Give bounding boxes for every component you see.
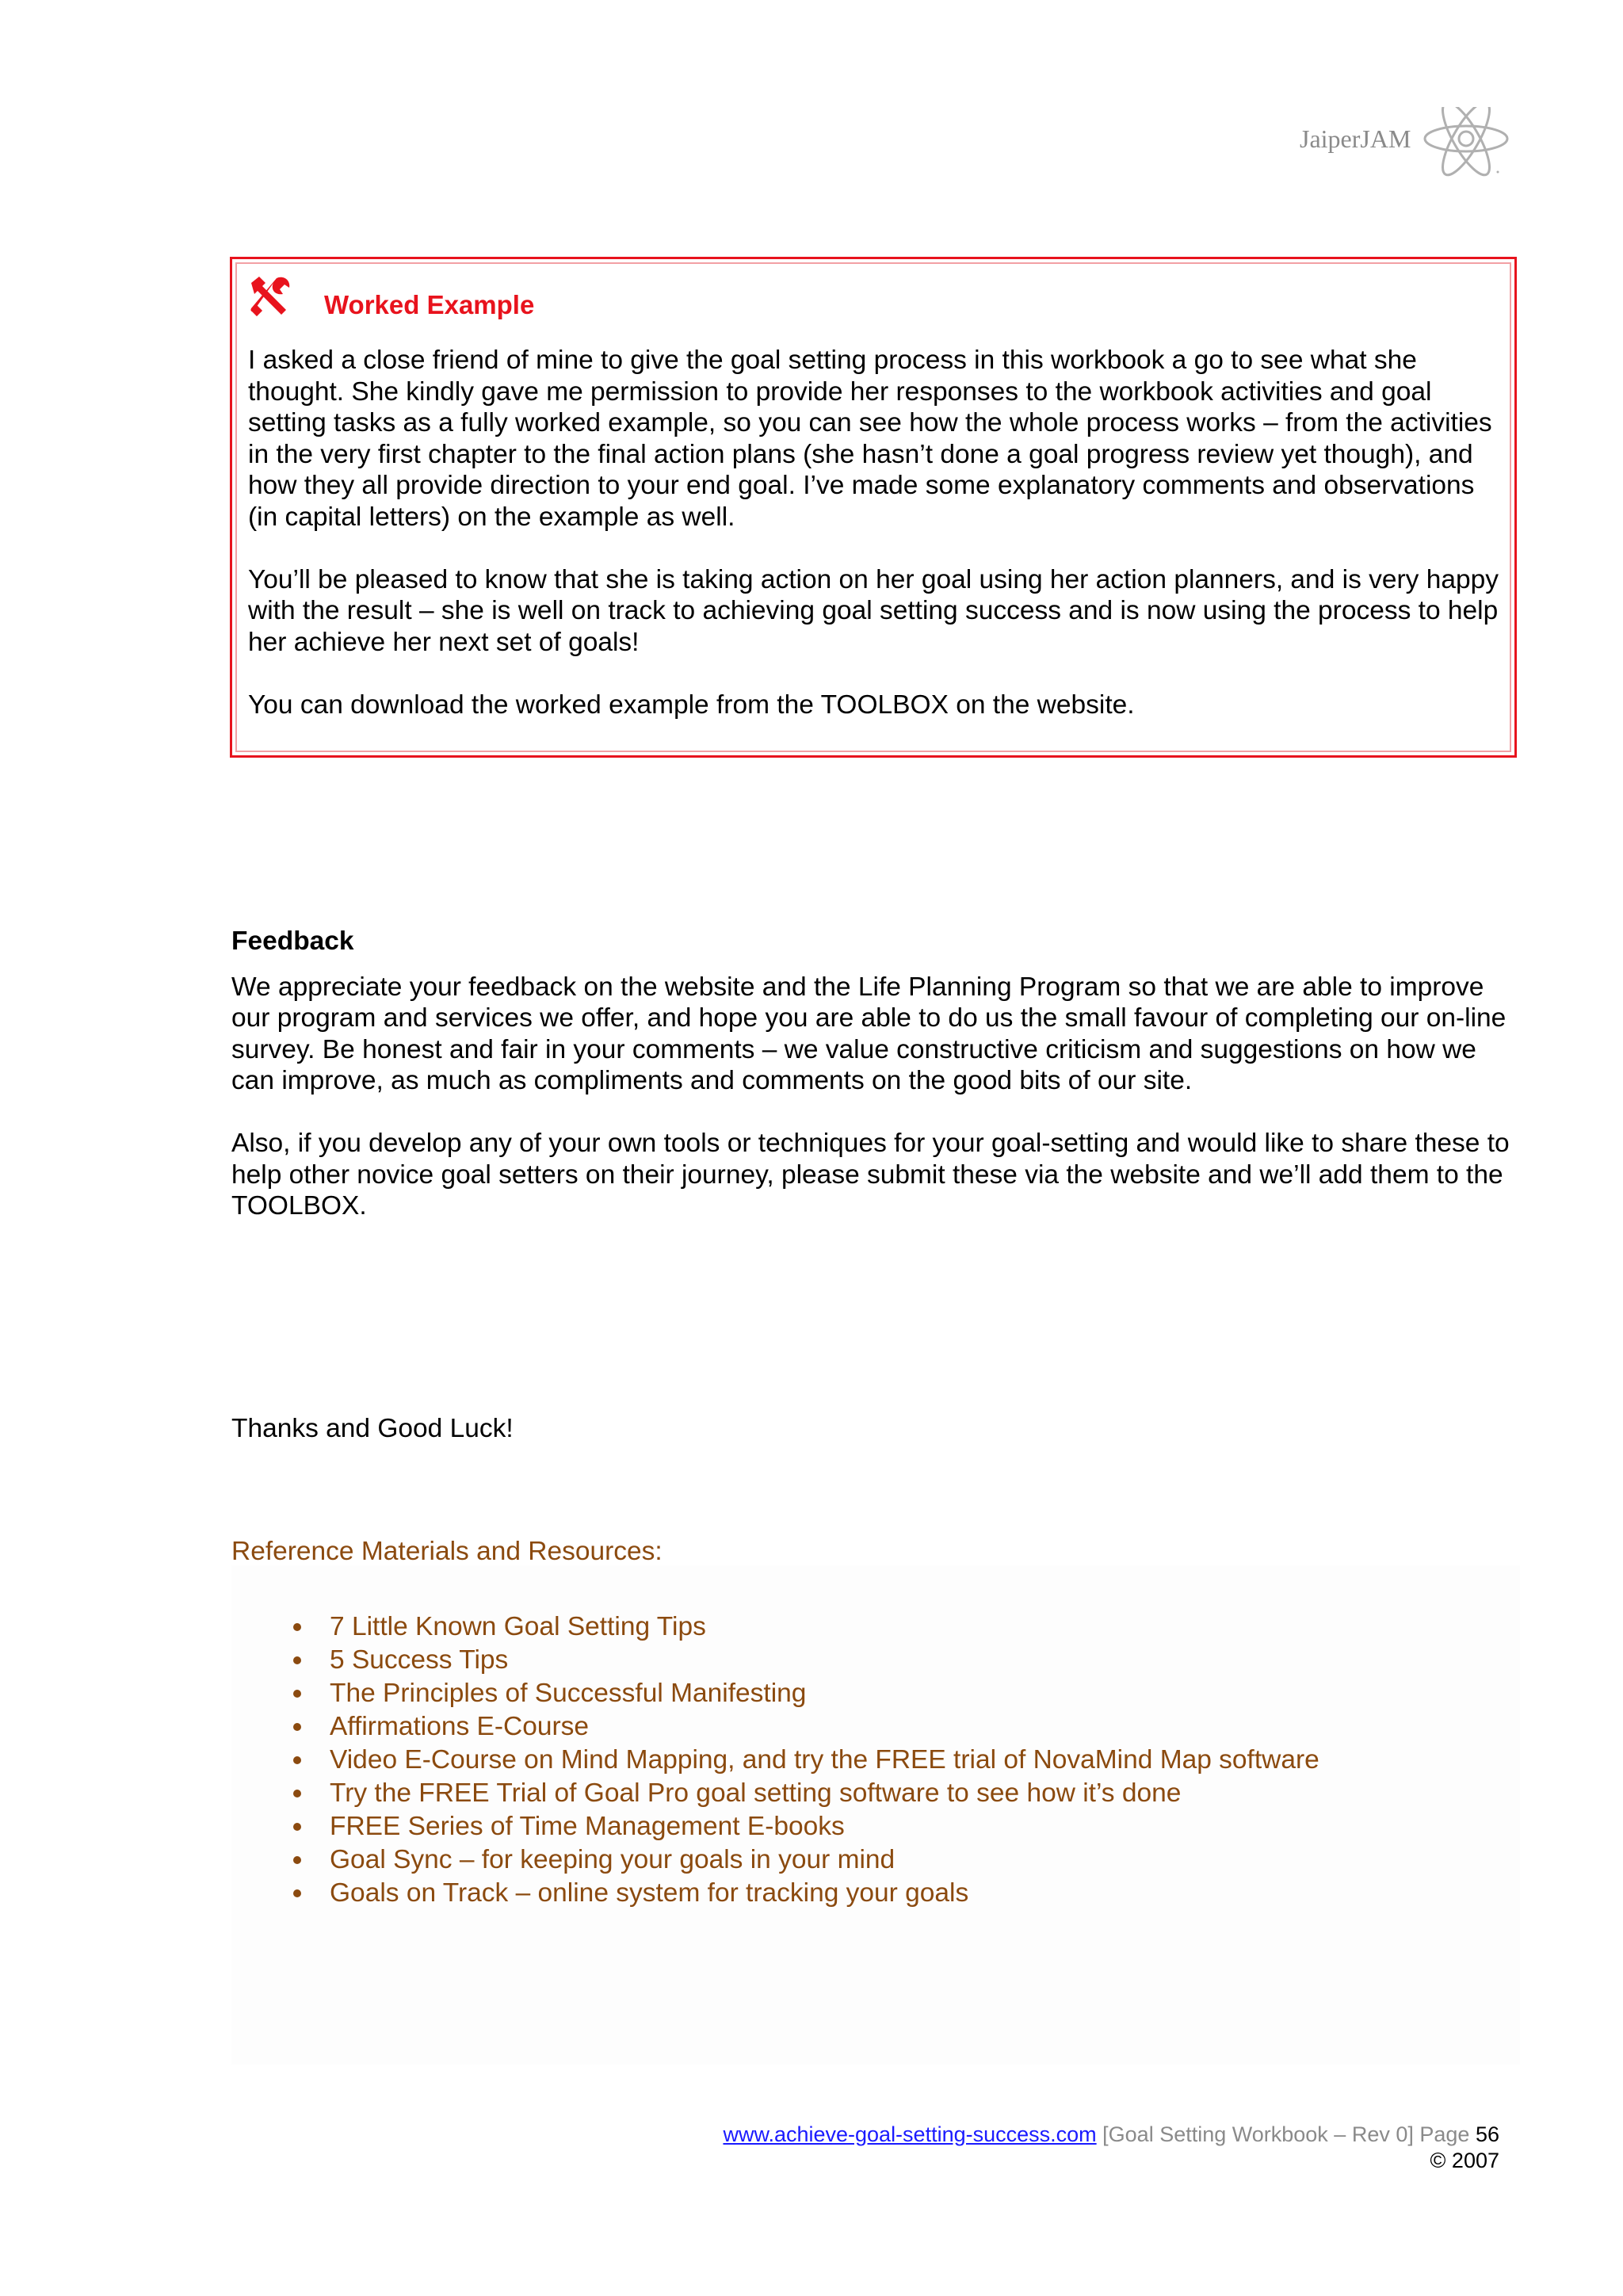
reference-link-affirmations[interactable]: Affirmations E-Course bbox=[231, 1710, 1319, 1744]
references-title: Reference Materials and Resources: bbox=[231, 1537, 663, 1566]
worked-example-paragraph: You’ll be pleased to know that she is taking action on her goal using her action planners, and is very happy with the result – she is well on track to achieving goal setting success and is now using the process to help her achieve her next set of goals! bbox=[248, 564, 1499, 657]
reference-link-success-tips[interactable]: 5 Success Tips bbox=[231, 1644, 1319, 1677]
footer-document-meta: [Goal Setting Workbook – Rev 0] bbox=[1102, 2122, 1414, 2146]
worked-example-box bbox=[230, 257, 1517, 758]
logo-text: JaiperJAM bbox=[1300, 124, 1411, 153]
jaiperjam-logo bbox=[1300, 107, 1522, 178]
reference-link-goal-setting-tips[interactable]: 7 Little Known Goal Setting Tips bbox=[231, 1610, 1319, 1644]
reference-link-goals-on-track[interactable]: Goals on Track – online system for tracking your goals bbox=[231, 1877, 1319, 1910]
thanks-text: Thanks and Good Luck! bbox=[231, 1414, 514, 1443]
references-list bbox=[231, 1610, 1319, 1910]
bullet-icon bbox=[293, 1656, 301, 1664]
footer-line bbox=[723, 2122, 1499, 2148]
feedback-title: Feedback bbox=[231, 926, 354, 956]
reference-link-mind-mapping[interactable]: Video E-Course on Mind Mapping, and try the FREE trial of NovaMind Map software bbox=[231, 1744, 1319, 1777]
footer-copyright: © 2007 bbox=[1430, 2149, 1499, 2172]
footer-page-label: Page bbox=[1419, 2122, 1470, 2146]
tools-icon bbox=[246, 275, 294, 319]
worked-example-body bbox=[248, 345, 1500, 752]
bullet-icon bbox=[293, 1756, 301, 1764]
bullet-icon bbox=[293, 1856, 301, 1864]
worked-example-paragraph: You can download the worked example from the TOOLBOX on the website. bbox=[248, 690, 1135, 720]
footer-website-link[interactable]: www.achieve-goal-setting-success.com bbox=[723, 2122, 1097, 2146]
reference-link-time-management[interactable]: FREE Series of Time Management E-books bbox=[231, 1810, 1319, 1843]
bullet-icon bbox=[293, 1823, 301, 1831]
bullet-icon bbox=[293, 1623, 301, 1631]
atom-logo-icon bbox=[1420, 107, 1515, 178]
reference-link-goal-sync[interactable]: Goal Sync – for keeping your goals in your mind bbox=[231, 1843, 1319, 1877]
reference-link-manifesting[interactable]: The Principles of Successful Manifesting bbox=[231, 1677, 1319, 1710]
bullet-icon bbox=[293, 1690, 301, 1698]
feedback-paragraph: We appreciate your feedback on the website and the Life Planning Program so that we are able to improve our program and services we offer, and hope you are able to do us the small favour of completing our on-line survey. Be honest and fair in your comments – we value constructive criticism and suggestions on how we can improve, as much as compliments and comments on the good bits of our site. bbox=[231, 972, 1507, 1095]
worked-example-header bbox=[246, 272, 534, 323]
worked-example-paragraph: I asked a close friend of mine to give the goal setting process in this workbook a go to see what she thought. She kindly gave me permission to provide her responses to the workbook activities and goal setting tasks as a fully worked example, so you can see how the whole process works – from the activities in the very first chapter to the final action plans (she hasn’t done a goal progress review yet though), and how they all provide direction to your end goal. I’ve made some explanatory comments and observations (in capital letters) on the example as well. bbox=[248, 346, 1492, 532]
bullet-icon bbox=[293, 1790, 301, 1797]
feedback-paragraph: Also, if you develop any of your own tools or techniques for your goal-setting and would like to share these to help other novice goal setters on their journey, please submit these via the website and we’ll add them to the TOOLBOX. bbox=[231, 1129, 1510, 1221]
feedback-section bbox=[231, 926, 1515, 1253]
reference-link-goal-pro[interactable]: Try the FREE Trial of Goal Pro goal setting software to see how it’s done bbox=[231, 1777, 1319, 1810]
worked-example-title: Worked Example bbox=[324, 290, 535, 319]
footer-page-number: 56 bbox=[1475, 2122, 1499, 2146]
bullet-icon bbox=[293, 1723, 301, 1731]
bullet-icon bbox=[293, 1889, 301, 1897]
page-footer bbox=[723, 2122, 1499, 2174]
